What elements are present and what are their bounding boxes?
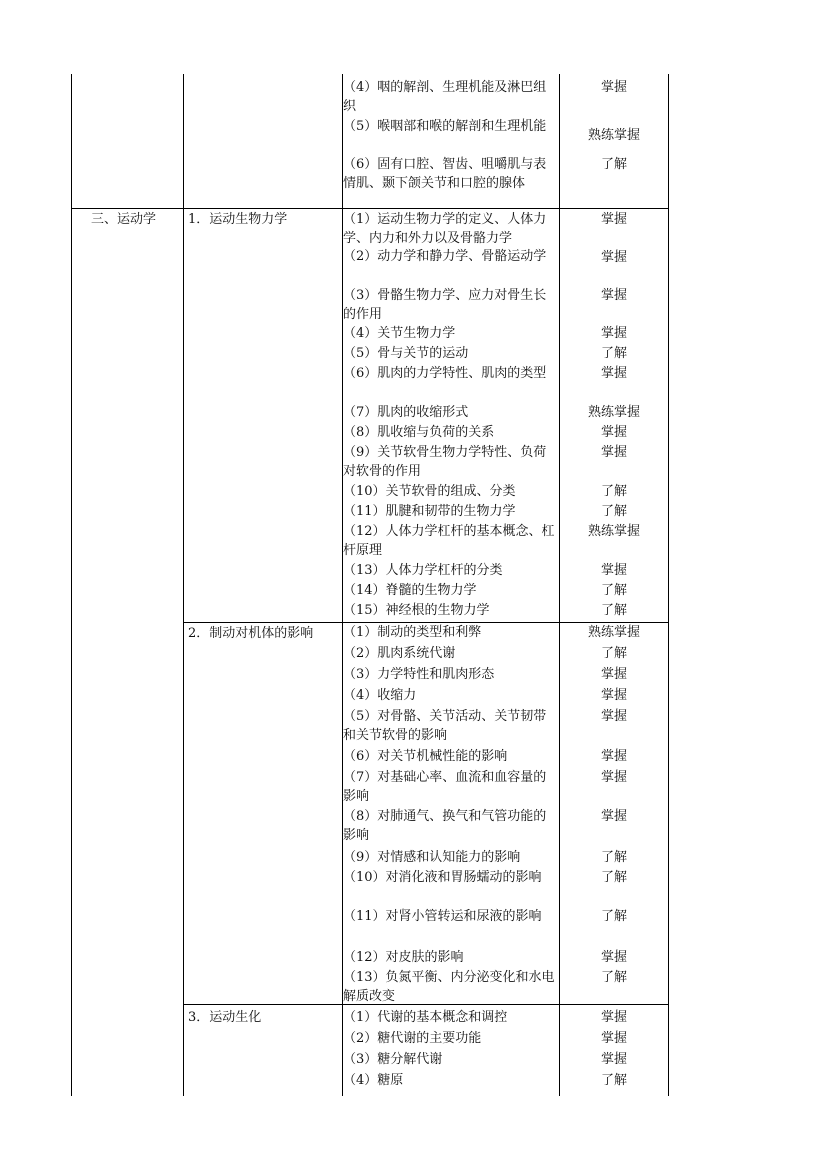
syllabus-item: （6）固有口腔、智齿、咀嚼肌与表情肌、颞下颌关节和口腔的腺体 xyxy=(343,157,547,191)
syllabus-item: （11）对肾小管转运和尿液的影响 xyxy=(343,909,542,924)
syllabus-item: （8）肌收缩与负荷的关系 xyxy=(343,425,495,440)
mastery-level: 掌握 xyxy=(600,212,627,227)
mastery-level: 掌握 xyxy=(600,326,627,341)
syllabus-item: （3）骨骼生物力学、应力对骨生长的作用 xyxy=(343,288,547,322)
mastery-level: 掌握 xyxy=(600,749,627,764)
syllabus-item: （4）咽的解剖、生理机能及淋巴组织 xyxy=(343,80,547,114)
mastery-level: 了解 xyxy=(600,603,627,618)
mastery-level: 了解 xyxy=(600,970,627,985)
column-border xyxy=(183,74,184,1096)
mastery-level: 熟练掌握 xyxy=(587,625,640,640)
syllabus-item: （4）关节生物力学 xyxy=(343,326,456,341)
syllabus-item: （13）人体力学杠杆的分类 xyxy=(343,563,503,578)
syllabus-item: （2）糖代谢的主要功能 xyxy=(343,1031,482,1046)
mastery-level: 掌握 xyxy=(600,688,627,703)
mastery-level: 熟练掌握 xyxy=(587,405,640,420)
mastery-level: 了解 xyxy=(600,346,627,361)
mastery-level: 熟练掌握 xyxy=(587,128,640,143)
syllabus-item: （1）运动生物力学的定义、人体力学、内力和外力以及骨骼力学 xyxy=(343,212,547,246)
syllabus-item: （7）肌肉的收缩形式 xyxy=(343,405,469,420)
mastery-level: 掌握 xyxy=(600,950,627,965)
mastery-level: 了解 xyxy=(600,157,627,172)
mastery-level: 了解 xyxy=(600,909,627,924)
mastery-level: 掌握 xyxy=(600,445,627,460)
syllabus-item: （10）对消化液和胃肠蠕动的影响 xyxy=(343,870,542,885)
syllabus-item: （9）关节软骨生物力学特性、负荷对软骨的作用 xyxy=(343,445,547,479)
syllabus-item: （11）肌腱和韧带的生物力学 xyxy=(343,504,516,519)
mastery-level: 了解 xyxy=(600,850,627,865)
mastery-level: 掌握 xyxy=(600,288,627,303)
syllabus-item: （6）肌肉的力学特性、肌肉的类型 xyxy=(343,366,547,381)
syllabus-item: （9）对情感和认知能力的影响 xyxy=(343,850,521,865)
topic-title: 2．制动对机体的影响 xyxy=(188,626,314,641)
syllabus-item: （4）糖原 xyxy=(343,1073,404,1088)
syllabus-item: （5）喉咽部和喉的解剖和生理机能 xyxy=(343,119,547,134)
syllabus-item: （5）对骨骼、关节活动、关节韧带和关节软骨的影响 xyxy=(343,709,547,743)
topic-title: 1．运动生物力学 xyxy=(188,212,288,227)
mastery-level: 掌握 xyxy=(600,1031,627,1046)
mastery-level: 了解 xyxy=(600,583,627,598)
syllabus-item: （1）代谢的基本概念和调控 xyxy=(343,1010,508,1025)
mastery-level: 掌握 xyxy=(600,1010,627,1025)
syllabus-item: （13）负氮平衡、内分泌变化和水电解质改变 xyxy=(343,970,555,1004)
mastery-level: 了解 xyxy=(600,646,627,661)
section-title: 三、运动学 xyxy=(91,212,157,227)
syllabus-item: （12）人体力学杠杆的基本概念、杠杆原理 xyxy=(343,524,555,558)
syllabus-table xyxy=(71,74,669,1096)
syllabus-item: （10）关节软骨的组成、分类 xyxy=(343,484,516,499)
syllabus-item: （4）收缩力 xyxy=(343,688,417,703)
syllabus-item: （12）对皮肤的影响 xyxy=(343,950,464,965)
mastery-level: 掌握 xyxy=(600,250,627,265)
syllabus-item: （6）对关节机械性能的影响 xyxy=(343,749,508,764)
syllabus-item: （3）力学特性和肌肉形态 xyxy=(343,667,495,682)
mastery-level: 掌握 xyxy=(600,563,627,578)
mastery-level: 掌握 xyxy=(600,1052,627,1067)
mastery-level: 了解 xyxy=(600,484,627,499)
syllabus-item: （15）神经根的生物力学 xyxy=(343,603,490,618)
syllabus-item: （5）骨与关节的运动 xyxy=(343,346,469,361)
syllabus-item: （14）脊髓的生物力学 xyxy=(343,583,477,598)
mastery-level: 掌握 xyxy=(600,709,627,724)
section-divider xyxy=(71,208,669,209)
mastery-level: 掌握 xyxy=(600,366,627,381)
syllabus-item: （2）动力学和静力学、骨骼运动学 xyxy=(343,249,547,264)
syllabus-item: （7）对基础心率、血流和血容量的影响 xyxy=(343,770,547,804)
syllabus-item: （1）制动的类型和利弊 xyxy=(343,625,482,640)
topic-title: 3．运动生化 xyxy=(188,1010,262,1025)
mastery-level: 掌握 xyxy=(600,770,627,785)
syllabus-item: （8）对肺通气、换气和气管功能的影响 xyxy=(343,809,547,843)
mastery-level: 掌握 xyxy=(600,667,627,682)
syllabus-item: （3）糖分解代谢 xyxy=(343,1052,443,1067)
mastery-level: 掌握 xyxy=(600,809,627,824)
syllabus-item: （2）肌肉系统代谢 xyxy=(343,646,456,661)
mastery-level: 了解 xyxy=(600,1073,627,1088)
mastery-level: 了解 xyxy=(600,504,627,519)
column-border xyxy=(71,74,72,1096)
mastery-level: 掌握 xyxy=(600,80,627,95)
mastery-level: 了解 xyxy=(600,870,627,885)
mastery-level: 掌握 xyxy=(600,425,627,440)
mastery-level: 熟练掌握 xyxy=(587,524,640,539)
